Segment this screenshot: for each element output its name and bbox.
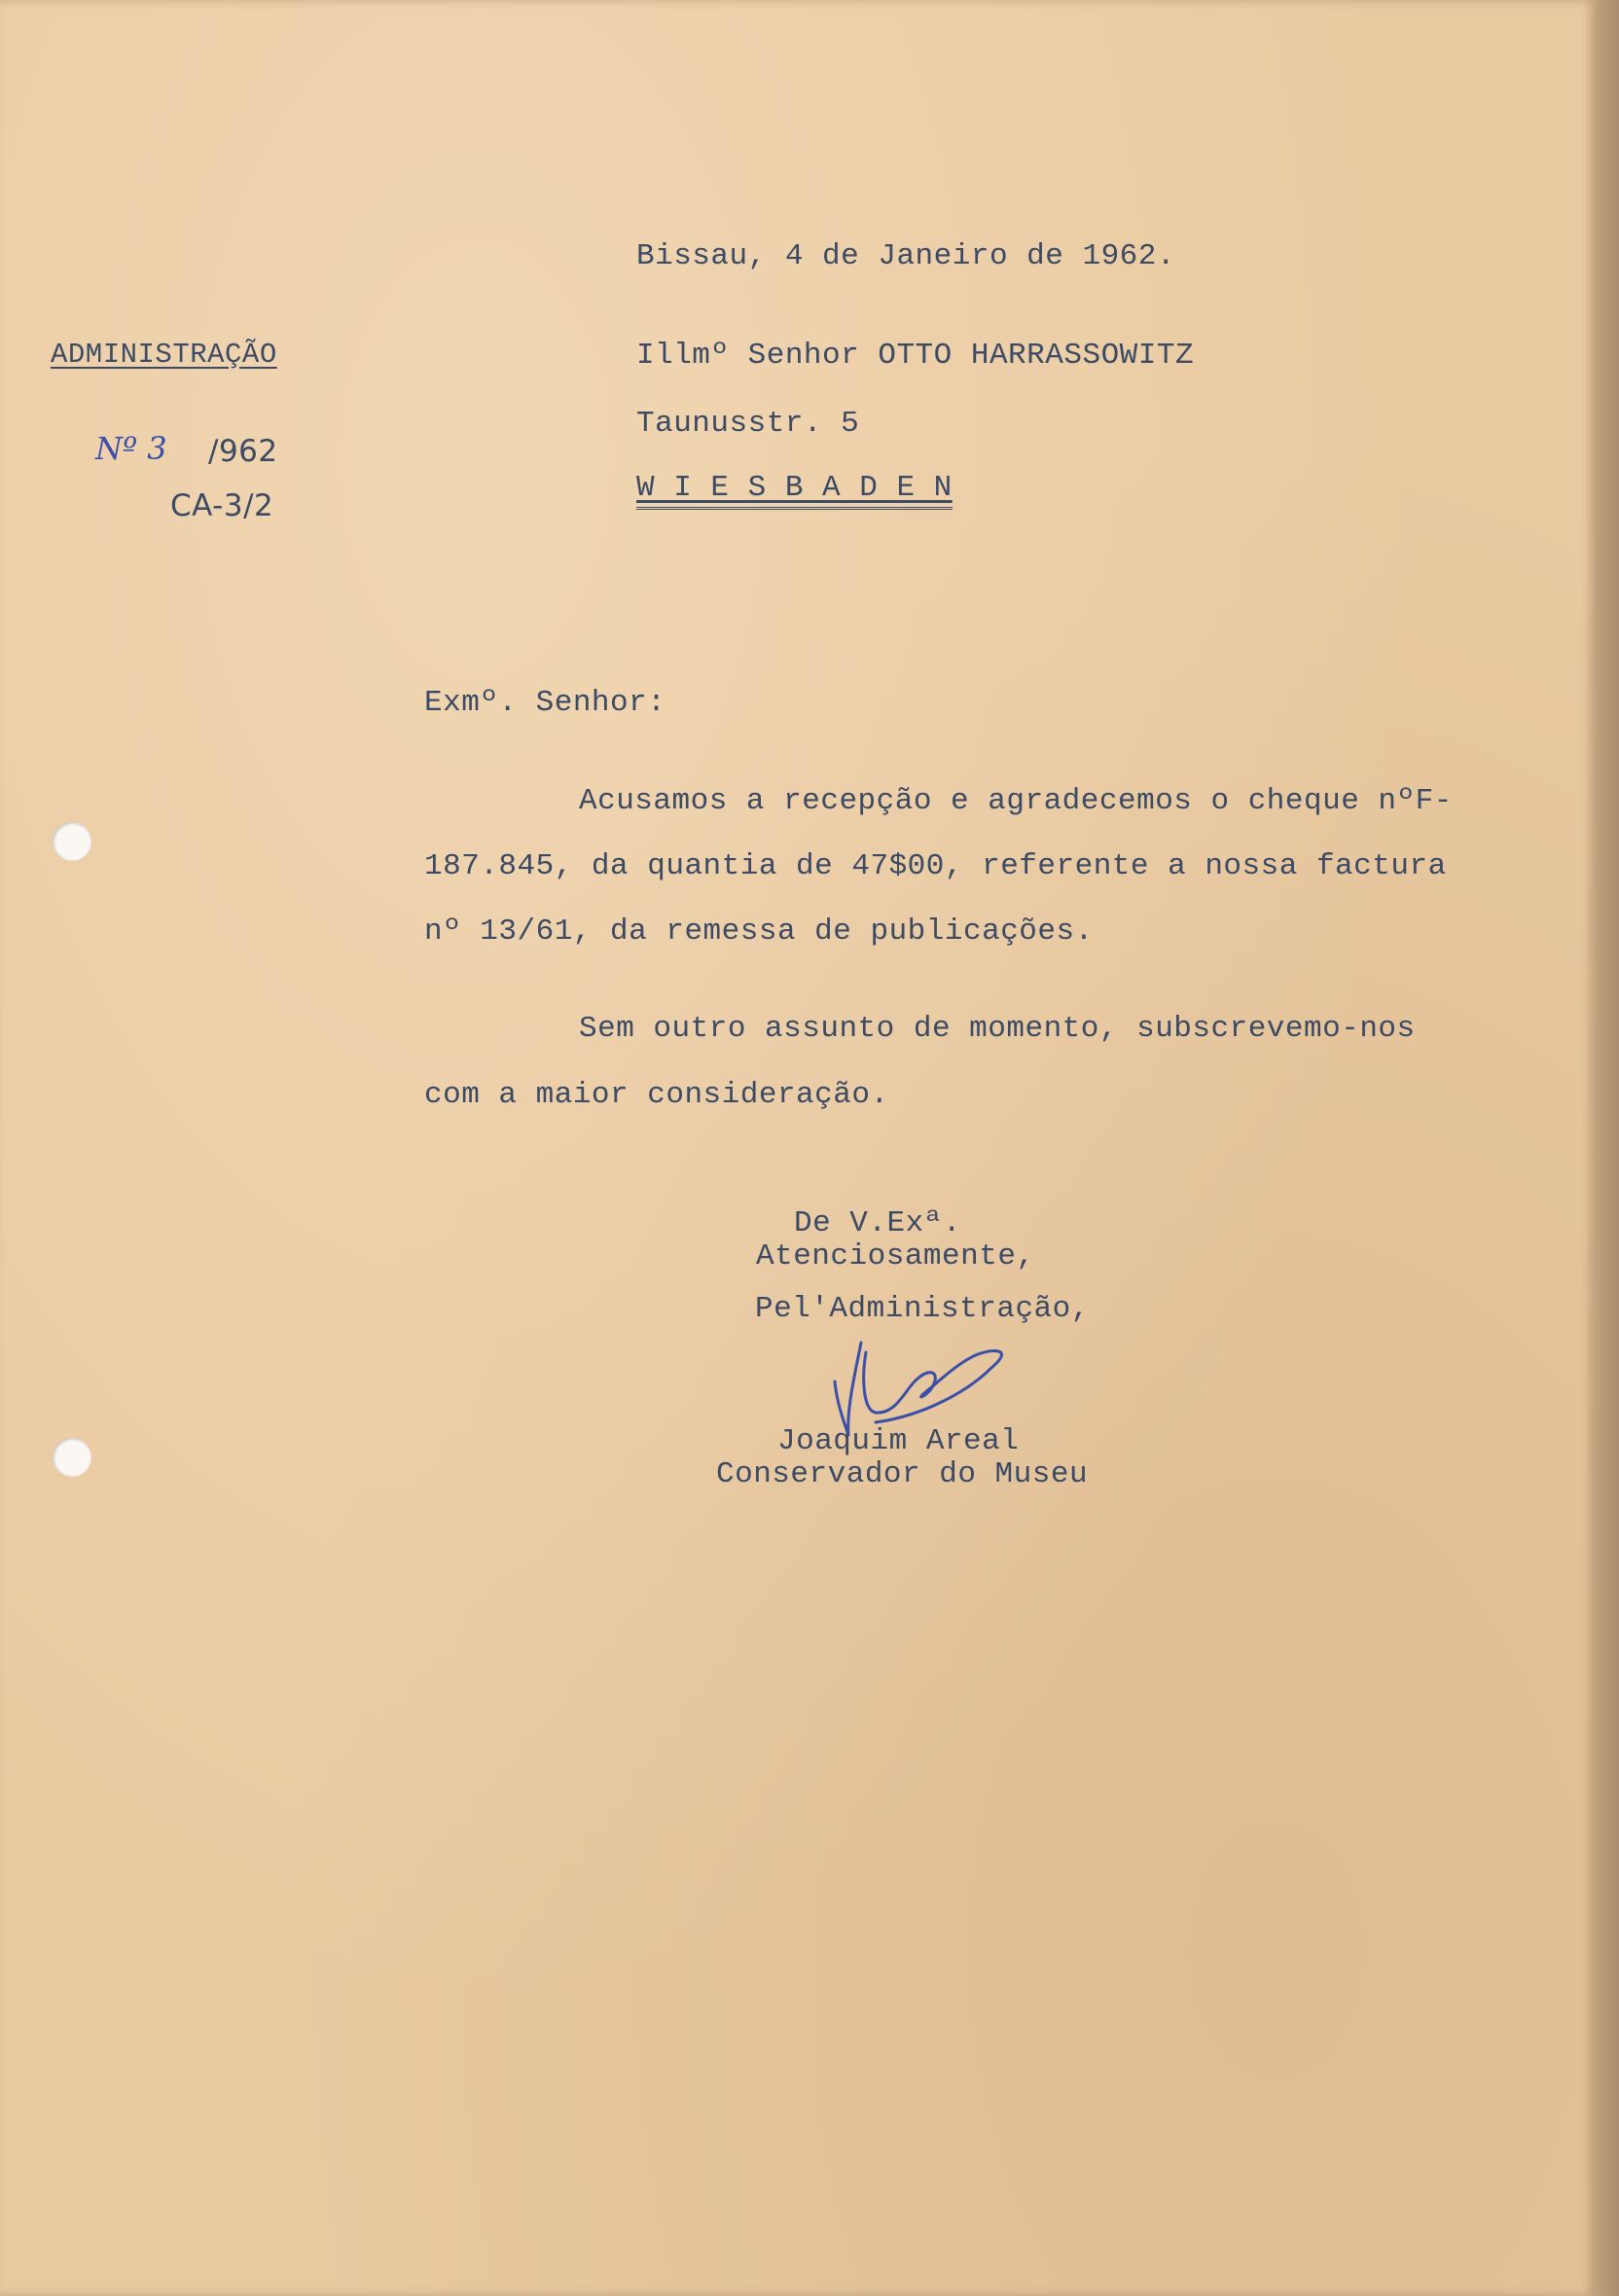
closing-line-3: Pel'Administração,: [755, 1292, 1090, 1326]
reference-code: CA-3/2: [170, 488, 274, 523]
salutation: Exmº. Senhor:: [424, 686, 666, 720]
signatory-title: Conservador do Museu: [716, 1457, 1089, 1491]
recipient-street: Taunusstr. 5: [636, 407, 860, 441]
body-line-1: Acusamos a recepção e agradecemos o cheque nºF-: [579, 784, 1453, 818]
body-line-5: com a maior consideração.: [424, 1078, 889, 1112]
body-line-2: 187.845, da quantia de 47$00, referente a nossa factura: [424, 849, 1447, 883]
punch-hole-top: [53, 822, 91, 861]
signatory-name: Joaquim Areal: [777, 1424, 1020, 1458]
recipient-city: W I E S B A D E N: [636, 471, 953, 510]
closing-line-2: Atenciosamente,: [756, 1239, 1035, 1274]
body-line-3: nº 13/61, da remessa de publicações.: [424, 915, 1094, 949]
body-line-4: Sem outro assunto de momento, subscrevemo-nos: [579, 1012, 1416, 1046]
date-line: Bissau, 4 de Janeiro de 1962.: [636, 239, 1175, 273]
scan-background-edge: [1596, 0, 1619, 2296]
handwritten-reference-number: Nº 3: [95, 430, 167, 467]
closing-line-1: De V.Exª.: [794, 1206, 961, 1240]
reference-year: /962: [208, 434, 278, 469]
recipient-name: Illmº Senhor OTTO HARRASSOWITZ: [636, 339, 1195, 373]
punch-hole-bottom: [53, 1438, 91, 1477]
department-heading: ADMINISTRAÇÃO: [51, 339, 277, 371]
